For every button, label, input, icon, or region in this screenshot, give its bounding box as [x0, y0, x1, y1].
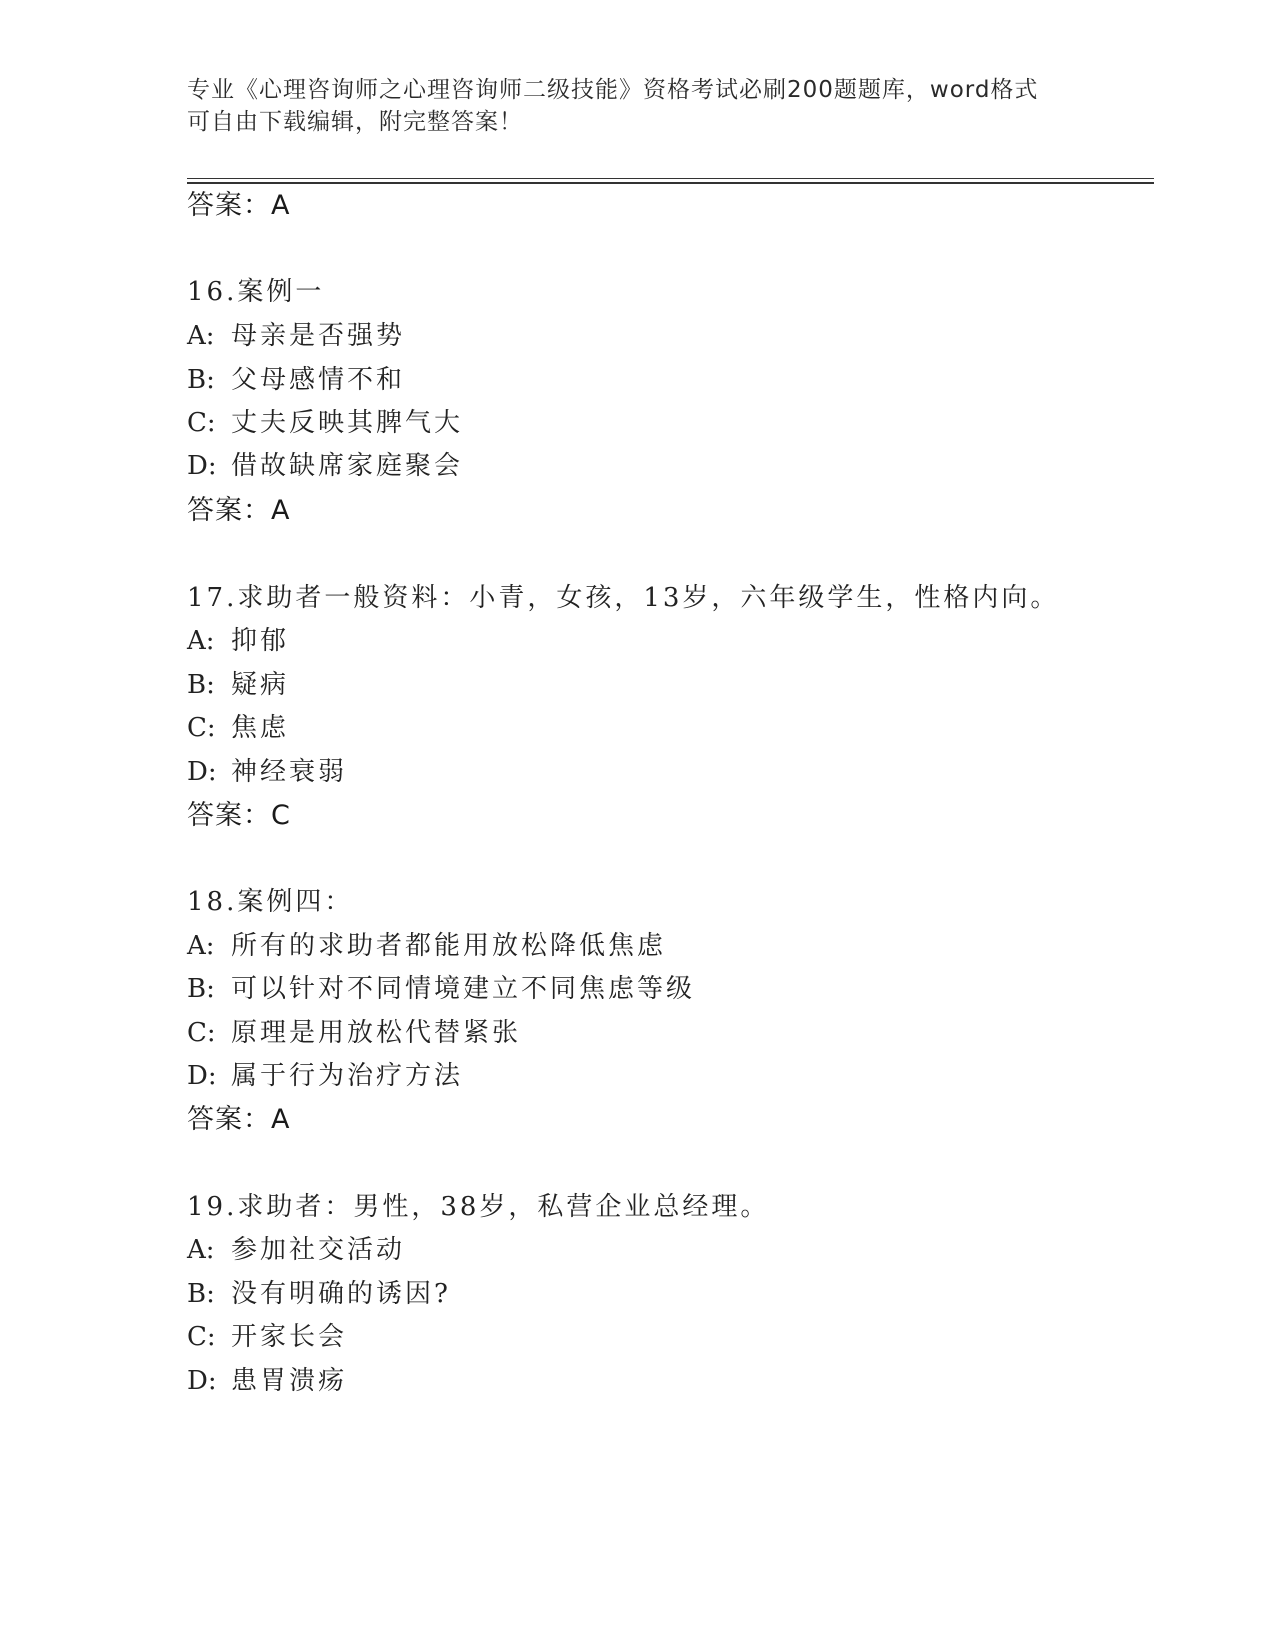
question-stem-16: 16.案例一	[187, 277, 325, 307]
option-18-c	[187, 1017, 521, 1049]
option-letter: D:	[187, 757, 217, 787]
answer-line-15: 答案：A	[187, 190, 291, 221]
option-text: 丈夫反映其脾气大	[231, 408, 464, 438]
question-stem-18: 18.案例四：	[187, 887, 354, 917]
option-text: 神经衰弱	[231, 757, 348, 787]
question-stem-19: 19.求助者：男性，38岁，私营企业总经理。	[187, 1192, 770, 1222]
option-text: 焦虑	[231, 713, 290, 743]
option-19-d	[187, 1365, 347, 1397]
option-17-b	[187, 669, 289, 701]
option-text: 借故缺席家庭聚会	[231, 451, 464, 481]
option-text: 没有明确的诱因?	[231, 1279, 451, 1309]
option-letter: C:	[187, 713, 216, 743]
option-letter: D:	[187, 451, 217, 481]
option-16-c	[187, 407, 463, 439]
option-text: 开家长会	[231, 1322, 348, 1352]
option-letter: B:	[187, 365, 215, 395]
option-letter: A:	[187, 931, 215, 961]
option-letter: B:	[187, 670, 215, 700]
document-header	[187, 74, 1087, 138]
option-19-b	[187, 1278, 451, 1310]
option-text: 属于行为治疗方法	[231, 1061, 464, 1091]
option-17-a	[187, 625, 289, 657]
option-text: 疑病	[231, 670, 290, 700]
option-letter: C:	[187, 1322, 216, 1352]
header-rule-thick	[187, 182, 1154, 184]
header-rule-thin	[187, 178, 1154, 179]
answer-line-18: 答案：A	[187, 1104, 291, 1135]
option-letter: D:	[187, 1366, 217, 1396]
option-16-b	[187, 364, 405, 396]
option-text: 父母感情不和	[231, 365, 406, 395]
option-19-a	[187, 1234, 405, 1266]
option-letter: A:	[187, 626, 215, 656]
option-18-d	[187, 1060, 463, 1092]
option-19-c	[187, 1321, 347, 1353]
option-letter: A:	[187, 321, 215, 351]
option-17-c	[187, 712, 289, 744]
option-18-b	[187, 973, 695, 1005]
option-letter: C:	[187, 1018, 216, 1048]
option-18-a	[187, 930, 666, 962]
option-letter: D:	[187, 1061, 217, 1091]
option-text: 参加社交活动	[231, 1235, 406, 1265]
option-text: 原理是用放松代替紧张	[231, 1018, 522, 1048]
option-letter: B:	[187, 974, 215, 1004]
option-text: 可以针对不同情境建立不同焦虑等级	[231, 974, 696, 1004]
option-letter: A:	[187, 1235, 215, 1265]
header-line-1: 专业《心理咨询师之心理咨询师二级技能》资格考试必刷200题题库，word格式	[187, 77, 1039, 103]
option-letter: C:	[187, 408, 216, 438]
answer-line-16: 答案：A	[187, 495, 291, 526]
answer-line-17: 答案：C	[187, 800, 291, 831]
option-16-d	[187, 450, 463, 482]
option-text: 所有的求助者都能用放松降低焦虑	[231, 931, 667, 961]
option-letter: B:	[187, 1279, 215, 1309]
header-line-2: 可自由下载编辑，附完整答案！	[187, 109, 523, 135]
option-16-a	[187, 320, 405, 352]
option-text: 母亲是否强势	[231, 321, 406, 351]
option-17-d	[187, 756, 347, 788]
option-text: 患胃溃疡	[231, 1366, 348, 1396]
question-stem-17: 17.求助者一般资料：小青，女孩，13岁，六年级学生，性格内向。	[187, 583, 1060, 613]
option-text: 抑郁	[231, 626, 290, 656]
